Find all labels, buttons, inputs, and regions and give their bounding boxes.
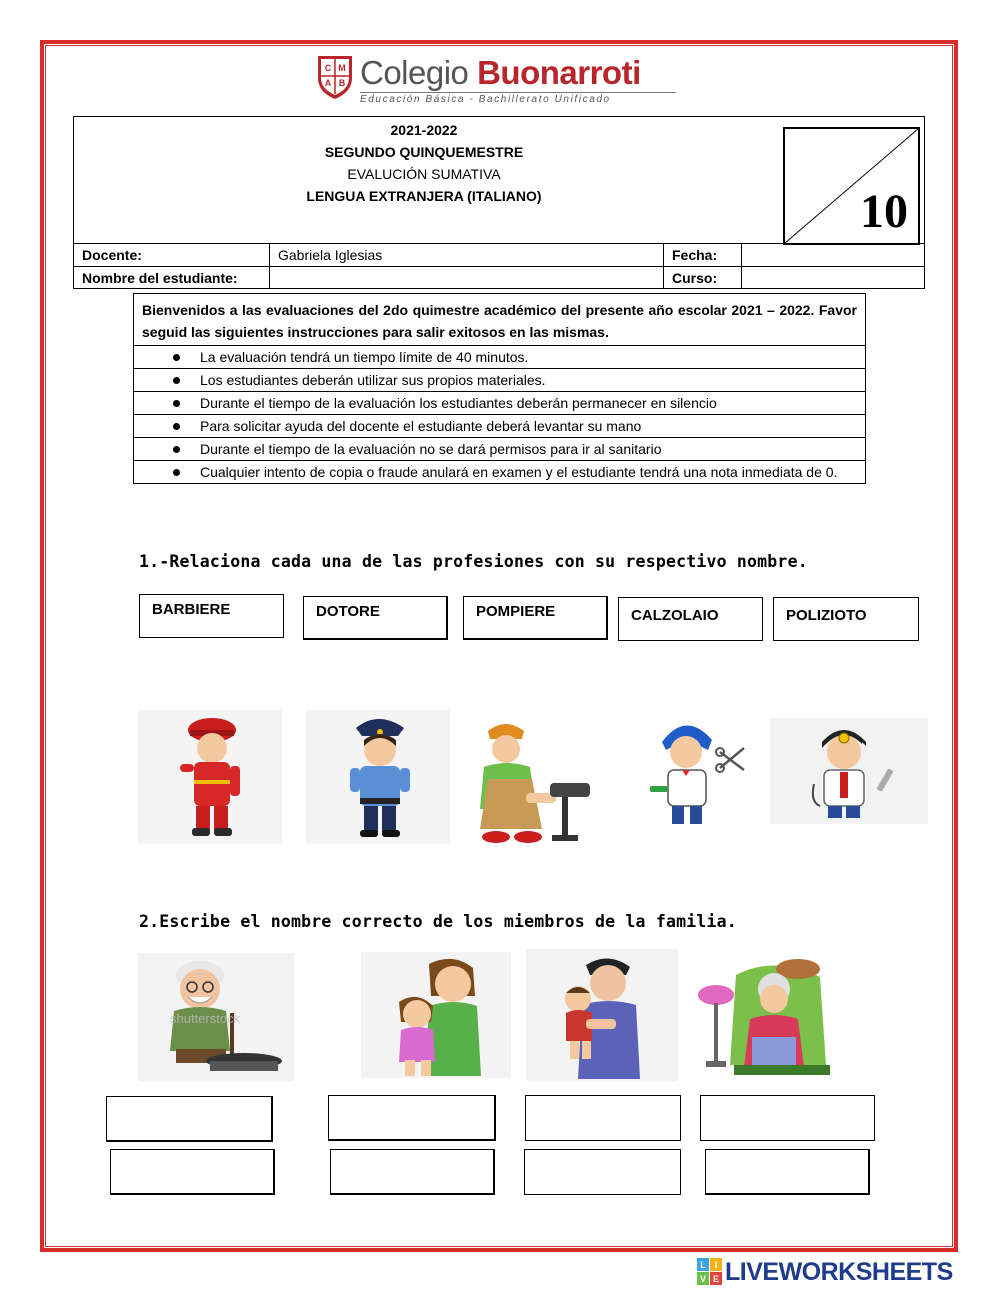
bullet-icon	[173, 400, 180, 407]
score-total: 10	[860, 185, 908, 238]
curso-label: Curso:	[664, 267, 742, 289]
docente-label: Docente:	[74, 244, 270, 266]
grandfather-image[interactable]	[138, 953, 294, 1081]
shoemaker-image[interactable]	[466, 713, 606, 851]
period: SEGUNDO QUINQUEMESTRE	[324, 144, 524, 160]
header-row-docente	[74, 243, 924, 266]
profession-label-pompiere[interactable]: POMPIERE	[463, 596, 608, 640]
instruction-text: Durante el tiempo de la evaluación no se dará permisos para ir al sanitario	[200, 441, 662, 457]
instruction-text: La evaluación tendrá un tiempo límite de 40 minutos.	[200, 349, 529, 365]
answer-field-father-1[interactable]	[525, 1095, 681, 1141]
mother-daughter-image[interactable]	[361, 952, 511, 1078]
profession-label-dotore[interactable]: DOTORE	[303, 596, 448, 640]
doctor-image[interactable]	[770, 718, 928, 824]
school-name-light: Colegio	[360, 54, 469, 91]
barber-image[interactable]	[620, 712, 766, 834]
question-2-prompt: 2.Escribe el nombre correcto de los miembros de la familia.	[139, 912, 737, 931]
answer-field-grandfather-1[interactable]	[106, 1096, 273, 1142]
grandmother-image[interactable]	[694, 955, 842, 1081]
exam-header	[73, 116, 925, 289]
shield-letter: M	[338, 63, 346, 73]
badge-letter: V	[699, 1274, 707, 1284]
fecha-field[interactable]	[742, 244, 924, 266]
firefighter-image[interactable]	[138, 710, 282, 844]
instruction-text: Para solicitar ayuda del docente el estudiante deberá levantar su mano	[200, 418, 642, 434]
instructions-intro: Bienvenidos a las evaluaciones del 2do quimestre académico del presente año escolar 2021 – 2022. Favor seguid las siguientes instrucciones para salir exitosos en las mismas.	[134, 294, 865, 346]
instruction-item	[134, 392, 865, 415]
shield-icon	[316, 52, 354, 100]
badge-letter: L	[700, 1260, 706, 1270]
liveworksheets-badge-icon	[697, 1258, 723, 1286]
bullet-icon	[173, 469, 180, 476]
student-name-field[interactable]	[270, 267, 664, 289]
answer-field-mother-2[interactable]	[330, 1149, 495, 1195]
instruction-item	[134, 438, 865, 461]
fecha-label: Fecha:	[664, 244, 742, 266]
liveworksheets-wordmark: LIVEWORKSHEETS	[725, 1258, 953, 1286]
instruction-item	[134, 369, 865, 392]
badge-letter: I	[714, 1260, 718, 1270]
bullet-icon	[173, 423, 180, 430]
shield-letter: A	[324, 78, 332, 88]
instruction-text: Cualquier intento de copia o fraude anulará en examen y el estudiante tendrá una nota inmediata de 0.	[200, 464, 838, 480]
header-row-student	[74, 266, 924, 289]
profession-label-poliziotto[interactable]: POLIZIOTO	[773, 597, 919, 641]
bullet-icon	[173, 377, 180, 384]
school-name-bold: Buonarroti	[477, 54, 641, 91]
docente-value: Gabriela Iglesias	[270, 244, 664, 266]
answer-field-grandfather-2[interactable]	[110, 1149, 275, 1195]
school-year: 2021-2022	[390, 122, 458, 138]
profession-label-calzolaio[interactable]: CALZOLAIO	[618, 597, 763, 641]
instruction-item	[134, 461, 865, 483]
police-officer-image[interactable]	[306, 710, 450, 844]
eval-type: EVALUCIÓN SUMATIVA	[347, 166, 501, 182]
bullet-icon	[173, 446, 180, 453]
instruction-text: Los estudiantes deberán utilizar sus propios materiales.	[200, 372, 546, 388]
school-logo	[316, 52, 686, 106]
student-label: Nombre del estudiante:	[74, 267, 270, 289]
instruction-item	[134, 415, 865, 438]
profession-label-barbiere[interactable]: BARBIERE	[139, 594, 284, 638]
watermark-text: shutterstock	[170, 1011, 241, 1026]
subject: LENGUA EXTRANJERA (ITALIANO)	[306, 188, 542, 204]
school-tagline: Educación Básica - Bachillerato Unificado	[360, 94, 611, 105]
liveworksheets-logo[interactable]	[697, 1258, 993, 1286]
instructions-table	[133, 293, 866, 484]
shield-letter: B	[338, 78, 346, 88]
answer-field-mother-1[interactable]	[328, 1095, 496, 1141]
answer-field-grandmother-1[interactable]	[700, 1095, 875, 1141]
shield-letter: C	[324, 63, 332, 73]
father-son-image[interactable]	[526, 949, 678, 1081]
bullet-icon	[173, 354, 180, 361]
question-1-prompt: 1.-Relaciona cada una de las profesiones con su respectivo nombre.	[139, 552, 808, 571]
answer-field-father-2[interactable]	[524, 1149, 681, 1195]
answer-field-grandmother-2[interactable]	[705, 1149, 870, 1195]
school-name	[360, 54, 641, 92]
logo-divider	[360, 92, 676, 93]
instruction-item	[134, 346, 865, 369]
instruction-text: Durante el tiempo de la evaluación los estudiantes deberán permanecer en silencio	[200, 395, 717, 411]
badge-letter: E	[712, 1274, 720, 1284]
score-box	[783, 127, 920, 245]
curso-field[interactable]	[742, 267, 924, 289]
